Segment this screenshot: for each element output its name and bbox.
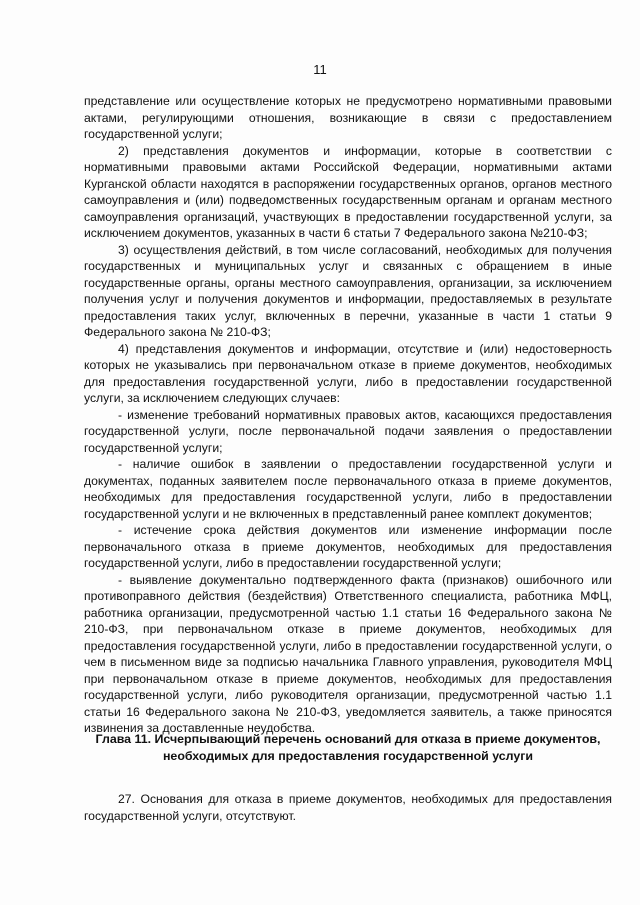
exception-item-3: - истечение срока действия документов или изменение информации после первоначального отказа в приеме документов, необходимых для предоставления государственной услуги, либо в предоставлении государственной услуги; xyxy=(84,523,612,570)
body-text xyxy=(84,93,612,737)
exception-item-4: - выявление документально подтвержденного факта (признаков) ошибочного или противоправного действия (бездействия) Ответственного специалиста, работника МФЦ, работника организации, предусмотренной частью 1.1 статьи 16 Федерального закона № 210-ФЗ, при первоначальном отказе в приеме документов, необходимых для предоставления государственной услуги, либо в предоставлении государственной услуги, о чем в письменном виде за подписью начальника Главного управления, руководителя МФЦ при первоначальном отказе в приеме документов, необходимых для предоставления государственной услуги, либо руководителя организации, предусмотренной частью 1.1 статьи 16 Федерального закона № 210-ФЗ, уведомляется заявитель, а также приносятся извинения за доставленные неудобства. xyxy=(84,572,612,735)
exception-item-2: - наличие ошибок в заявлении о предоставлении государственной услуги и документах, поданных заявителем после первоначального отказа в приеме документов, необходимых для предоставления государственной услуги, либо в предоставлении государственной услуги и не включенных в представленный ранее комплект документов; xyxy=(84,457,612,521)
paragraph-item-4: 4) представления документов и информации, отсутствие и (или) недостоверность которых не указывались при первоначальном отказе в приеме документов, необходимых для предоставления государственной услуги, либо в предоставлении государственной услуги, за исключением следующих случаев: xyxy=(84,341,612,405)
chapter-heading-line-2: необходимых для предоставления государственной услуги xyxy=(162,748,534,763)
exception-item-1: - изменение требований нормативных правовых актов, касающихся предоставления государственной услуги, после первоначальной подачи заявления о предоставлении государственной услуги; xyxy=(84,407,612,455)
page-number: 11 xyxy=(313,62,327,77)
chapter-heading-line-1: Глава 11. Исчерпывающий перечень оснований для отказа в приеме документов, xyxy=(95,732,601,746)
paragraph-continuation: представление или осуществление которых не предусмотрено нормативными правовыми актами, регулирующими отношения, возникающие в связи с предоставлением государственной услуги; xyxy=(84,94,612,141)
chapter-heading xyxy=(84,731,612,764)
paragraph-27: 27. Основания для отказа в приеме документов, необходимых для предоставления государственной услуги, отсутствуют. xyxy=(84,792,612,823)
paragraph-item-2: 2) представления документов и информации, которые в соответствии с нормативными правовыми актами Российской Федерации, нормативными актами Курганской области находятся в распоряжении государственных органов, органов местного самоуправления и (или) подведомственных государственным органам и органам местного самоуправления организаций, участвующих в предоставлении государственной услуги, за исключением документов, указанных в части 6 статьи 7 Федерального закона №210-ФЗ; xyxy=(84,143,612,240)
paragraph-item-3: 3) осуществления действий, в том числе согласований, необходимых для получения государственных и муниципальных услуг и связанных с обращением в иные государственные органы, органы местного самоуправления, организации, за исключением получения услуг и получения документов и информации, предоставляемых в результате предоставления таких услуг, включенных в перечни, указанные в части 1 статьи 9 Федерального закона № 210-ФЗ; xyxy=(84,242,612,339)
